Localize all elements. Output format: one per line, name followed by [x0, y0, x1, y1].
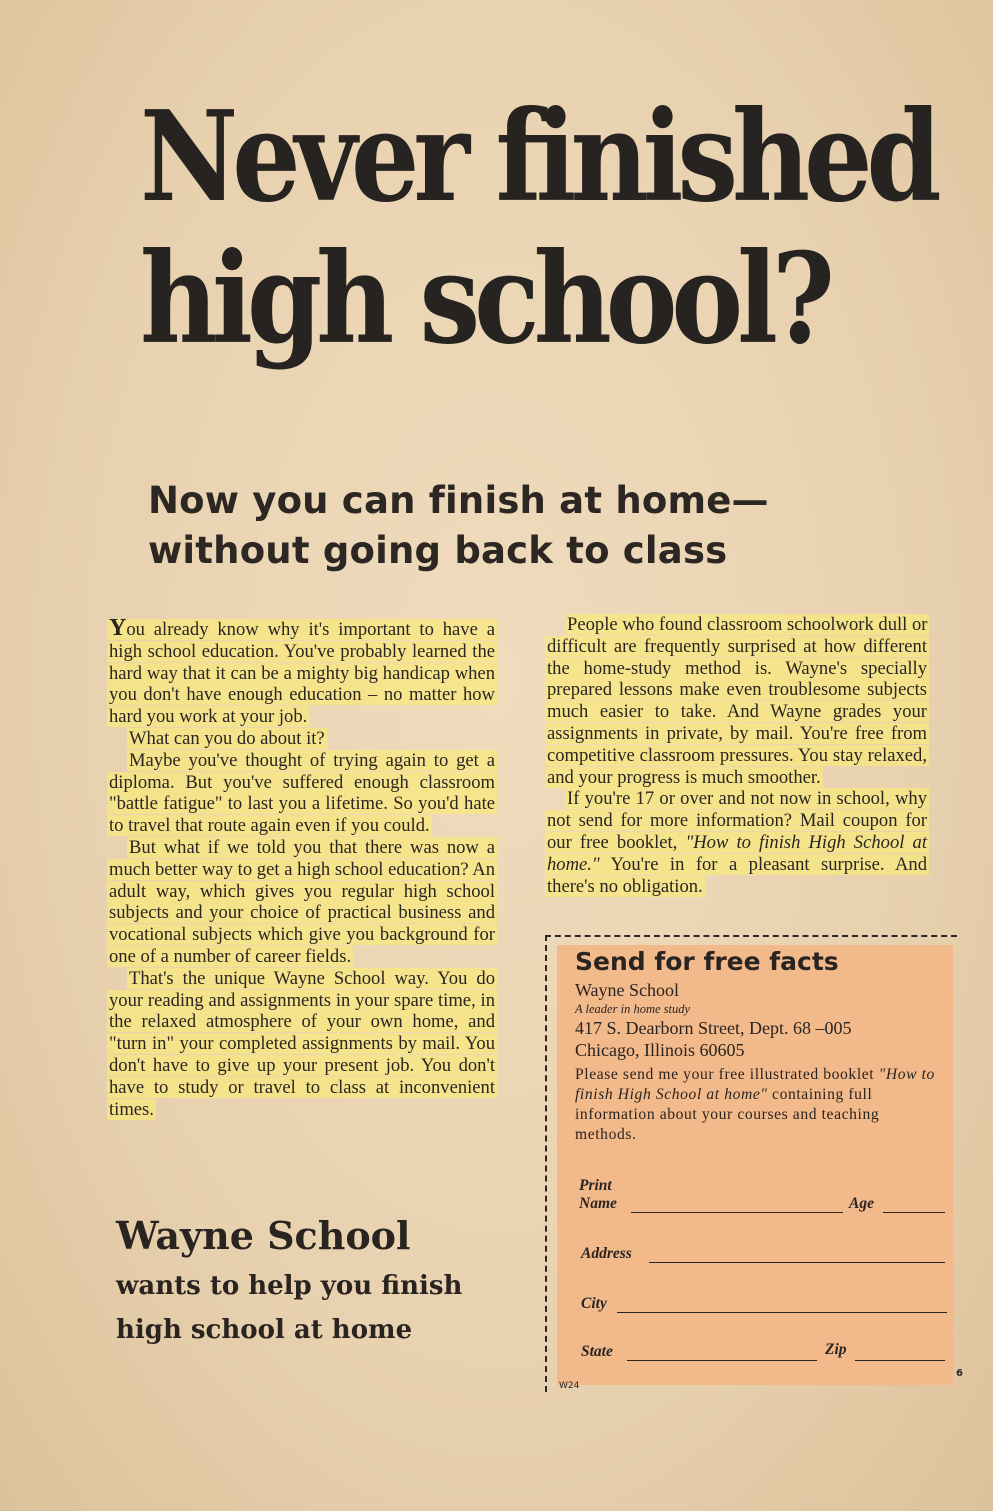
- address-label: Address: [581, 1245, 632, 1262]
- coupon-street: 417 S. Dearborn Street, Dept. 68 –005: [575, 1018, 852, 1038]
- zip-field[interactable]: [855, 1360, 945, 1361]
- body-paragraph: People who found classroom schoolwork dull or difficult are frequently surprised at how different the home-study method is. Wayne's specially prepared lessons make even troublesome subjects much easier to take. And Wayne grades your assignments in private, by mail. You're free from competitive classroom pressures. You stay relaxed, and your progress is much smoother.: [547, 614, 928, 788]
- city-row: [579, 1291, 949, 1315]
- body-paragraph: What can you do about it?: [129, 727, 325, 749]
- body-paragraph: But what if we told you that there was now a much better way to get a high school education? An adult way, which gives you regular high school subjects and your choice of practical business and vocational subjects which give you background for one of a number of career fields.: [109, 836, 495, 967]
- headline-line-1: Never finished: [140, 84, 936, 230]
- body-paragraph: That's the unique Wayne School way. You do your reading and assignments in your spare time, in the relaxed atmosphere of your own home, and "turn in" your completed assignments by mail. You don't have to give up your present job. You don't have to study or travel to class at inconvenient times.: [109, 967, 495, 1120]
- name-age-row: [579, 1175, 949, 1215]
- page-number: 6: [956, 1368, 963, 1379]
- coupon-header: [575, 947, 945, 1145]
- zip-label: Zip: [825, 1341, 847, 1358]
- age-field[interactable]: [883, 1212, 945, 1213]
- age-label: Age: [849, 1195, 874, 1212]
- coupon-request-text: Please send me your free illustrated booklet "How to finish High School at home" containing full information about your courses and teaching methods.: [575, 1066, 935, 1143]
- body-paragraph: You already know why it's important to have a high school education. You've probably learned the hard way that it can be a mighty big handicap when you don't have enough education – no matter how hard you work at your job.: [109, 615, 495, 728]
- tagline-line-1: wants to help you finish: [116, 1271, 463, 1301]
- subheadline-line-1: Now you can finish at home—: [148, 479, 769, 522]
- coupon-tagline: A leader in home study: [575, 1002, 691, 1016]
- state-label: State: [581, 1343, 613, 1360]
- subheadline: [148, 476, 868, 576]
- print-label: Print: [579, 1177, 612, 1194]
- coupon-school: Wayne School: [575, 980, 680, 1000]
- booklet-title: "How to finish High School at home.": [547, 831, 927, 875]
- drop-cap: Y: [109, 615, 127, 641]
- school-signature: [116, 1208, 536, 1352]
- school-name: Wayne School: [116, 1213, 411, 1258]
- coupon-code: W24: [559, 1381, 580, 1391]
- left-body-column: [107, 615, 497, 1120]
- headline-line-2: high school?: [140, 226, 829, 372]
- name-field[interactable]: [631, 1212, 843, 1213]
- name-label: Name: [579, 1195, 617, 1212]
- right-body-column: [545, 614, 929, 897]
- body-paragraph: Maybe you've thought of trying again to get a diploma. But you've suffered enough classroom "battle fatigue" to last you a lifetime. So you'd hate to travel that route again even if you could.: [109, 749, 495, 837]
- address-field[interactable]: [649, 1262, 945, 1263]
- coupon-city-line: Chicago, Illinois 60605: [575, 1040, 745, 1060]
- city-label: City: [581, 1295, 607, 1312]
- mail-in-coupon[interactable]: [545, 935, 958, 1395]
- state-zip-row: [579, 1339, 949, 1363]
- body-paragraph: If you're 17 or over and not now in school, why not send for more information? Mail coupon for our free booklet, "How to finish High School at home." You're in for a pleasant surprise. And there's no obligation.: [547, 788, 927, 897]
- coupon-title: Send for free facts: [575, 947, 839, 976]
- state-field[interactable]: [627, 1360, 817, 1361]
- city-field[interactable]: [617, 1312, 947, 1313]
- headline: [140, 84, 936, 372]
- subheadline-line-2: without going back to class: [148, 529, 728, 572]
- tagline-line-2: high school at home: [116, 1315, 413, 1345]
- address-row: [579, 1241, 949, 1265]
